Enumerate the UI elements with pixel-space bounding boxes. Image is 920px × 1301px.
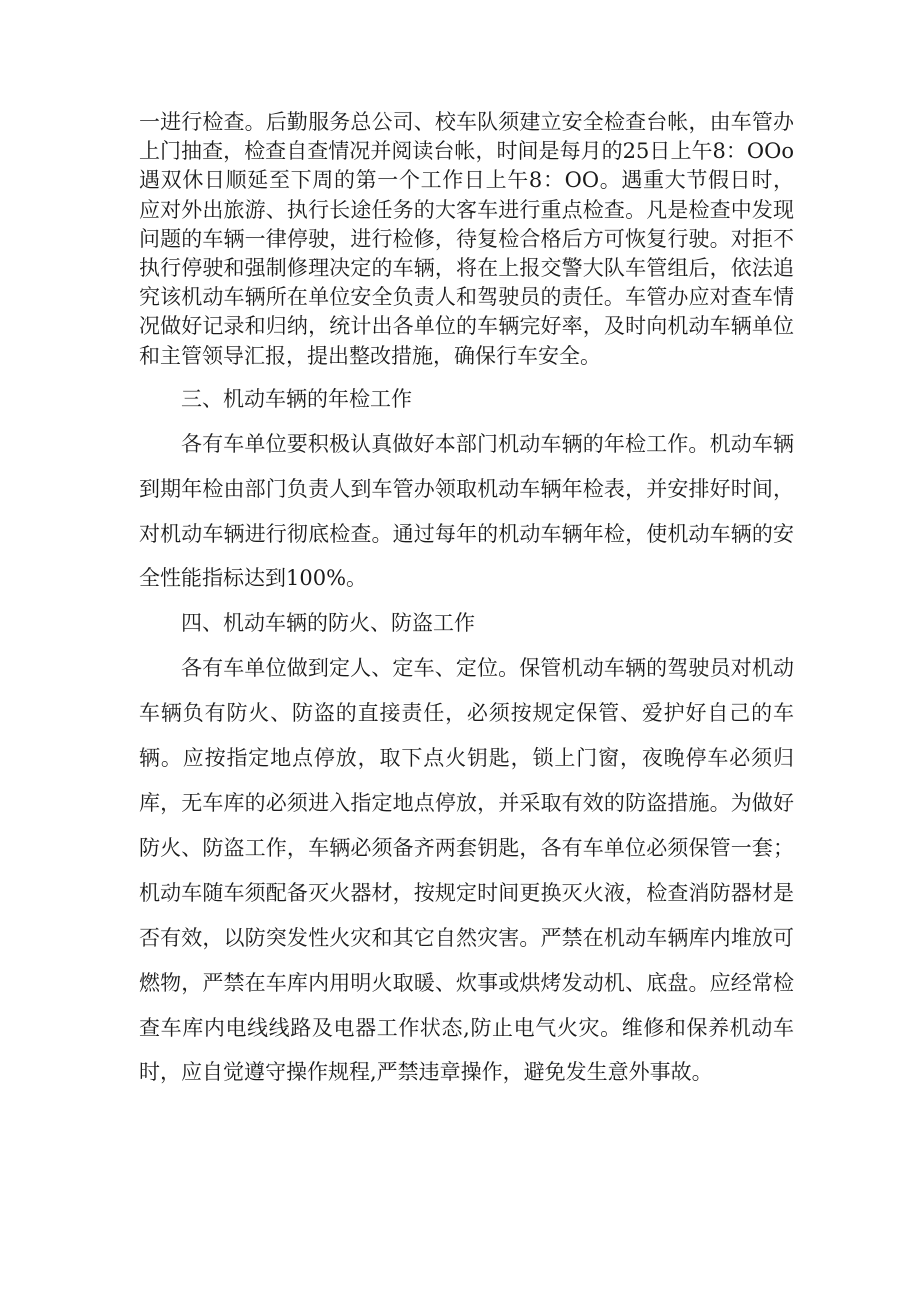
- document-page: [139, 108, 794, 1095]
- dense-section: [139, 108, 794, 371]
- loose-section: [139, 377, 794, 1096]
- annual-inspection-paragraph: 各有车单位要积极认真做好本部门机动车辆的年检工作。机动车辆到期年检由部门负责人到车管办领取机动车辆年检表，并安排好时间，对机动车辆进行彻底检查。通过每年的机动车辆年检，使机动车辆的安全性能指标达到100%。: [139, 431, 794, 591]
- fire-theft-prevention-paragraph: 各有车单位做到定人、定车、定位。保管机动车辆的驾驶员对机动车辆负有防火、防盗的直接责任，必须按规定保管、爱护好自己的车辆。应按指定地点停放，取下点火钥匙，锁上门窗，夜晚停车必须归库，无车库的必须进入指定地点停放，并采取有效的防盗措施。为做好防火、防盗工作，车辆必须备齐两套钥匙，各有车单位必须保管一套；机动车随车须配备灭火器材，按规定时间更换灭火液，检查消防器材是否有效，以防突发性火灾和其它自然灾害。严禁在机动车辆库内堆放可燃物，严禁在车库内用明火取暖、炊事或烘烤发动机、底盘。应经常检查车库内电线线路及电器工作状态,防止电气火灾。维修和保养机动车时，应自觉遵守操作规程,严禁违章操作，避免发生意外事故。: [139, 656, 794, 1085]
- inspection-paragraph: 一进行检查。后勤服务总公司、校车队须建立安全检查台帐，由车管办上门抽查，检查自查情况并阅读台帐，时间是每月的25日上午8：OOo遇双休日顺延至下周的第一个工作日上午8：OO。遇重大节假日时，应对外出旅游、执行长途任务的大客车进行重点检查。凡是检查中发现问题的车辆一律停驶，进行检修，待复检合格后方可恢复行驶。对拒不执行停驶和强制修理决定的车辆，将在上报交警大队车管组后，依法追究该机动车辆所在单位安全负责人和驾驶员的责任。车管办应对查车情况做好记录和归纳，统计出各单位的车辆完好率，及时向机动车辆单位和主管领导汇报，提出整改措施，确保行车安全。: [139, 110, 794, 368]
- section-heading-fire-theft-prevention: 四、机动车辆的防火、防盗工作: [181, 611, 475, 636]
- section-heading-annual-inspection: 三、机动车辆的年检工作: [181, 386, 412, 411]
